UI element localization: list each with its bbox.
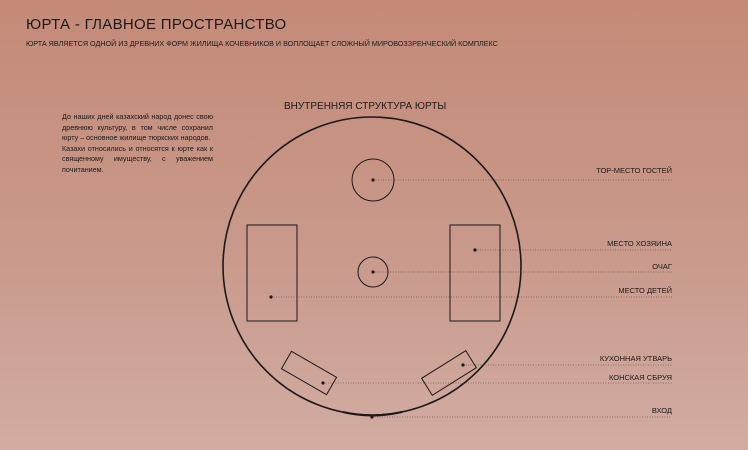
entrance-arc	[343, 412, 402, 416]
dot-harness	[321, 381, 324, 384]
label-entrance: ВХОД	[651, 406, 672, 415]
label-tor: ТОР-МЕСТО ГОСТЕЙ	[596, 166, 672, 175]
dot-entrance	[370, 415, 373, 418]
label-kitchen: КУХОННАЯ УТВАРЬ	[599, 354, 672, 363]
kitchen-rect	[422, 351, 477, 396]
intro-paragraph-2: Казахи относились и относятся к юрте как к священному имуществу, с уважением почитанием.	[62, 143, 213, 174]
dot-kitchen	[461, 363, 464, 366]
dot-children	[269, 295, 272, 298]
diagram-title: ВНУТРЕННЯЯ СТРУКТУРА ЮРТЫ	[284, 101, 447, 112]
intro-paragraph-1: До наших дней казахский народ донес свою древнюю культуру, в том числе сохранил юрту – основное жилище тюркских народов.	[62, 112, 213, 142]
page-title: ЮРТА - ГЛАВНОЕ ПРОСТРАНСТВО	[26, 16, 287, 33]
dot-host	[473, 248, 476, 251]
dot-hearth	[371, 270, 374, 273]
label-harness: КОНСКАЯ СБРУЯ	[608, 373, 672, 382]
children-place-rect	[247, 225, 297, 321]
dot-tor	[371, 178, 374, 181]
host-place-rect	[450, 225, 500, 321]
yurt-outline	[223, 117, 521, 415]
harness-rect	[281, 351, 336, 394]
label-hearth: ОЧАГ	[652, 262, 672, 271]
label-host: МЕСТО ХОЗЯИНА	[607, 239, 672, 248]
page-subtitle: ЮРТА ЯВЛЯЕТСЯ ОДНОЙ ИЗ ДРЕВНИХ ФОРМ ЖИЛИЩА КОЧЕВНИКОВ И ВОПЛОЩАЕТ СЛОЖНЫЙ МИРОВОЗЗРЕНЧЕСКИЙ КОМПЛЕКС	[26, 39, 498, 48]
label-children: МЕСТО ДЕТЕЙ	[618, 286, 672, 295]
